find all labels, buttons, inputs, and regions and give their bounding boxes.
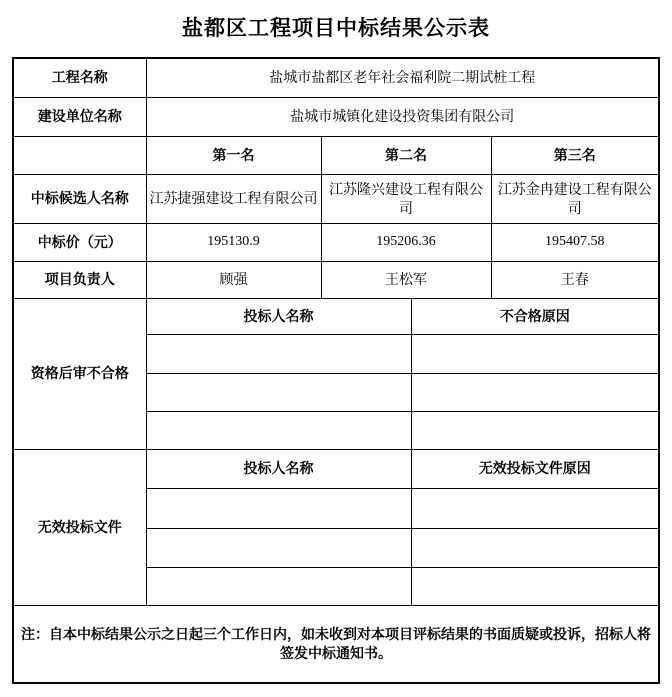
bid-price-3: 195407.58 (491, 223, 659, 261)
empty-cell (146, 334, 411, 373)
invalid-bidder-header: 投标人名称 (146, 449, 411, 488)
invalid-reason-header: 无效投标文件原因 (411, 449, 659, 488)
row-unqualified-header (13, 298, 659, 334)
note-text: 注：自本中标结果公示之日起三个工作日内，如未收到对本项目评标结果的书面质疑或投诉，招标人将签发中标通知书。 (13, 605, 659, 683)
page-title: 盐都区工程项目中标结果公示表 (182, 17, 490, 40)
empty-cell (411, 567, 659, 605)
empty-cell (411, 488, 659, 528)
empty-cell (411, 528, 659, 567)
row-candidates (13, 174, 659, 223)
bid-price-1: 195130.9 (146, 223, 321, 261)
empty-cell (146, 411, 411, 449)
bid-price-2: 195206.36 (321, 223, 491, 261)
row-bid-price (13, 223, 659, 261)
candidate-2: 江苏隆兴建设工程有限公司 (321, 174, 491, 223)
unqualified-section-label: 资格后审不合格 (13, 298, 146, 449)
empty-cell (146, 567, 411, 605)
candidates-label: 中标候选人名称 (13, 174, 146, 223)
project-name-label: 工程名称 (13, 58, 146, 97)
project-manager-2: 王松军 (321, 261, 491, 298)
row-project-name (13, 58, 659, 97)
rank-2-header: 第二名 (321, 136, 491, 174)
unqualified-reason-header: 不合格原因 (411, 298, 659, 334)
empty-cell (146, 373, 411, 411)
row-owner-name (13, 97, 659, 136)
row-project-manager (13, 261, 659, 298)
empty-cell (411, 373, 659, 411)
owner-name-value: 盐城市城镇化建设投资集团有限公司 (146, 97, 659, 136)
rank-1-header: 第一名 (146, 136, 321, 174)
unqualified-bidder-header: 投标人名称 (146, 298, 411, 334)
empty-cell (146, 528, 411, 567)
project-manager-1: 顾强 (146, 261, 321, 298)
empty-cell (13, 136, 146, 174)
candidate-1: 江苏捷强建设工程有限公司 (146, 174, 321, 223)
project-manager-label: 项目负责人 (13, 261, 146, 298)
project-name-value: 盐城市盐都区老年社会福利院二期试桩工程 (146, 58, 659, 97)
bid-price-label: 中标价（元） (13, 223, 146, 261)
empty-cell (146, 488, 411, 528)
empty-cell (411, 411, 659, 449)
row-rank-headers (13, 136, 659, 174)
row-note (13, 605, 659, 683)
invalid-section-label: 无效投标文件 (13, 449, 146, 605)
row-invalid-header (13, 449, 659, 488)
candidate-3: 江苏金冉建设工程有限公司 (491, 174, 659, 223)
owner-name-label: 建设单位名称 (13, 97, 146, 136)
project-manager-3: 王春 (491, 261, 659, 298)
bid-result-table (12, 57, 660, 684)
empty-cell (411, 334, 659, 373)
rank-3-header: 第三名 (491, 136, 659, 174)
